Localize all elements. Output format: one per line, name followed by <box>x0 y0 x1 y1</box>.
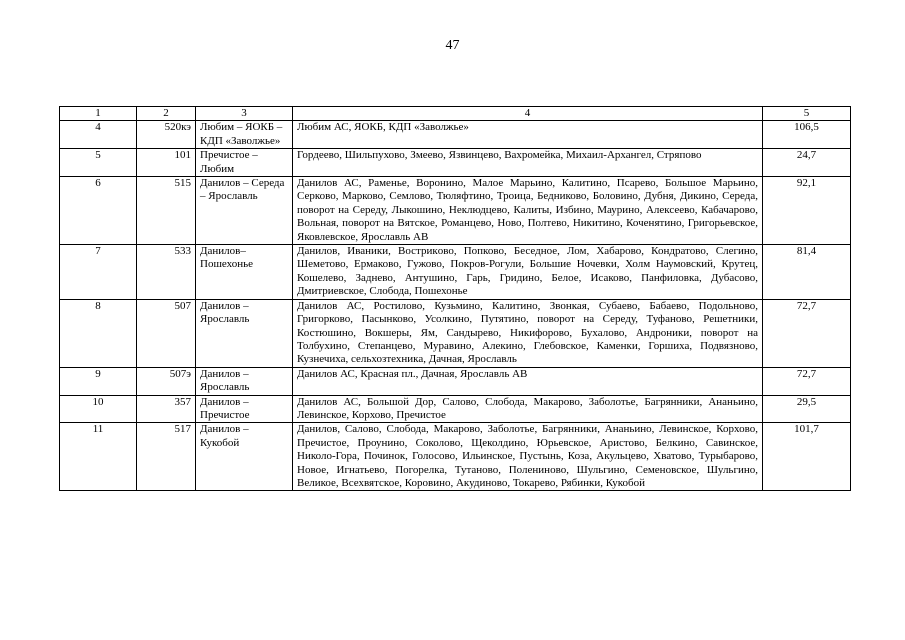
header-col-2: 2 <box>137 107 196 121</box>
route-code: 533 <box>137 245 196 300</box>
route-stops: Данилов, Салово, Слобода, Макарово, Заболотье, Багрянники, Ананьино, Левинское, Корхово, Пречистое, Проунино, Соколово, Щеколдино, Юрьевское, Аристово, Белкино, Савинское, Николо-Гора, Починок, Голосово, Ильинское, Пустынь, Коза, Акульцево, Хватово, Турыбарово, Новое, Игнатьево, Погорелка, Тутаново, Поленинoво, Шульгино, Семеновское, Шульгино, Великое, Всехвятское, Коровино, Акудиново, Токарево, Рябинки, Кукобой <box>293 423 763 491</box>
route-code: 507 <box>137 299 196 367</box>
row-number: 8 <box>60 299 137 367</box>
route-name: Данилов – Ярославль <box>196 367 293 395</box>
route-name: Любим – ЯОКБ – КДП «Заволжье» <box>196 121 293 149</box>
row-number: 4 <box>60 121 137 149</box>
route-stops: Любим АС, ЯОКБ, КДП «Заволжье» <box>293 121 763 149</box>
page-number: 47 <box>445 38 460 53</box>
route-code: 101 <box>137 149 196 177</box>
table-row <box>60 423 851 491</box>
route-code: 517 <box>137 423 196 491</box>
route-length: 29,5 <box>763 395 851 423</box>
route-code: 520кэ <box>137 121 196 149</box>
row-number: 11 <box>60 423 137 491</box>
header-col-4: 4 <box>293 107 763 121</box>
route-stops: Данилов АС, Раменье, Воронино, Малое Марьино, Калитино, Псарево, Большое Марьино, Серково, Марково, Семлово, Тюляфтино, Троица, Бедниково, Боловино, Дубня, Дикино, Середа, поворот на Середу, Лыкошино, Неклюдцево, Калиты, Избино, Маурино, Алексеево, Кабачарово, Вольная, поворот на Вятское, Романцево, Ново, Полтево, Никитино, Коченятино, Григорьевское, Яковлевское, Ярославль АВ <box>293 177 763 245</box>
route-stops: Данилов АС, Красная пл., Дачная, Ярославль АВ <box>293 367 763 395</box>
table-row <box>60 177 851 245</box>
table-row <box>60 149 851 177</box>
row-number: 10 <box>60 395 137 423</box>
route-length: 106,5 <box>763 121 851 149</box>
routes-table <box>59 106 851 491</box>
route-length: 24,7 <box>763 149 851 177</box>
header-col-1: 1 <box>60 107 137 121</box>
row-number: 7 <box>60 245 137 300</box>
route-code: 515 <box>137 177 196 245</box>
route-name: Пречистое – Любим <box>196 149 293 177</box>
row-number: 5 <box>60 149 137 177</box>
header-col-5: 5 <box>763 107 851 121</box>
route-length: 72,7 <box>763 299 851 367</box>
route-stops: Данилов АС, Ростилово, Кузьмино, Калитино, Звонкая, Субаево, Бабаево, Подольново, Григорково, Пасынково, Усолкино, Путятино, поворот на Середу, Туфаново, Решетники, Костюшино, Вокшеры, Ям, Сандырево, Никифорово, Бухалово, Андроники, поворот на Толбухино, Степанцево, Муравино, Алекино, Глебовское, Каменки, Горшиха, Подвязново, Кузнечиха, сельхозтехника, Дачная, Ярославль <box>293 299 763 367</box>
route-length: 81,4 <box>763 245 851 300</box>
row-number: 6 <box>60 177 137 245</box>
table-row <box>60 299 851 367</box>
table-row <box>60 395 851 423</box>
route-length: 92,1 <box>763 177 851 245</box>
route-name: Данилов – Пречистое <box>196 395 293 423</box>
row-number: 9 <box>60 367 137 395</box>
route-code: 507э <box>137 367 196 395</box>
route-name: Данилов – Ярославль <box>196 299 293 367</box>
route-code: 357 <box>137 395 196 423</box>
header-row <box>60 107 851 121</box>
route-stops: Данилов АС, Большой Дор, Салово, Слобода, Макарово, Заболотье, Багрянники, Ананьино, Левинское, Корхово, Пречистое <box>293 395 763 423</box>
header-col-3: 3 <box>196 107 293 121</box>
table-row <box>60 245 851 300</box>
route-name: Данилов– Пошехонье <box>196 245 293 300</box>
table-row <box>60 367 851 395</box>
route-stops: Данилов, Иваники, Вострикoво, Попково, Беседное, Лом, Хабарово, Кондратово, Слегино, Шеметово, Ермаково, Гужово, Покров-Рогули, Большие Ночевки, Холм Наумовский, Крутец, Кошелево, Заднево, Антушино, Гарь, Гридино, Белое, Исаково, Панфиловка, Дубасово, Дмитриевское, Слобода, Пошехонье <box>293 245 763 300</box>
route-name: Данилов – Середа – Ярославль <box>196 177 293 245</box>
route-length: 72,7 <box>763 367 851 395</box>
route-length: 101,7 <box>763 423 851 491</box>
route-name: Данилов – Кукобой <box>196 423 293 491</box>
table-row <box>60 121 851 149</box>
route-stops: Гордеево, Шильпухово, Змеево, Язвинцево, Вахромейка, Михаил-Архангел, Стряпово <box>293 149 763 177</box>
